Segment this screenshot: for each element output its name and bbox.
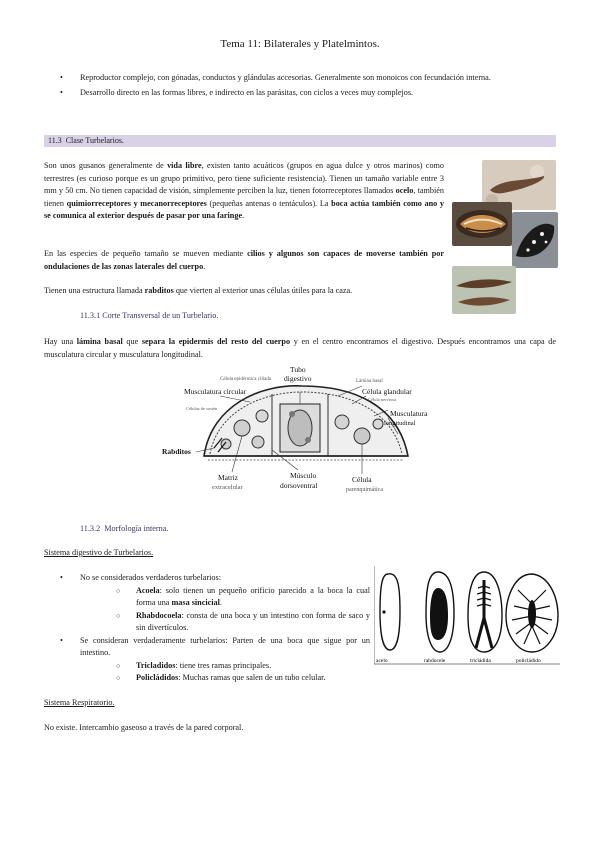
cross-section-diagram — [162, 364, 440, 496]
label-policladido: policládido — [516, 658, 541, 664]
label-tubo-digestivo-2: digestivo — [284, 374, 312, 383]
label-tricladida: tricládida — [470, 658, 491, 664]
digestive-list — [60, 572, 370, 685]
list-item-policladidos: ○ Policládidos: Muchas ramas que salen de un tubo celular. — [116, 673, 326, 682]
section-number: 11.3 — [48, 136, 62, 145]
label-musc-circular: Musculatura circular — [184, 387, 247, 396]
intro-bullet-list — [60, 72, 560, 101]
paragraph-rabditos: Tienen una estructura llamada rabditos que vierten al exterior unas células útiles para la caza. — [44, 286, 353, 295]
label-musculo-1: Músculo — [290, 471, 317, 480]
label-celula-glandular: Célula glandular — [362, 387, 412, 396]
label-musculo-2: dorsoventral — [280, 481, 318, 490]
label-lamina-basal: Lámina basal — [356, 379, 383, 384]
respiratory-text: No existe. Intercambio gaseoso a través de la pared corporal. — [44, 723, 244, 732]
label-musc-long-1: Musculatura — [390, 409, 428, 418]
label-celula-ciliada: Célula epidérmica ciliada — [220, 377, 272, 382]
digestive-forms-figure — [374, 566, 560, 668]
label-matriz-2: extracelular — [212, 484, 243, 491]
respiratory-system-heading: Sistema Respiratorio. — [44, 698, 115, 707]
list-item-tricladidos: ○ Tricladidos: tiene tres ramas principales. — [116, 660, 272, 670]
page-title: Tema 11: Bilaterales y Platelmintos. — [220, 38, 380, 50]
label-celula-par-2: parenquimática — [346, 487, 383, 493]
digestive-system-heading: Sistema digestivo de Turbelarios. — [44, 548, 154, 557]
paragraph-movement: En las especies de pequeño tamaño se mueven mediante cilios y algunos son capaces de moverse también por ondulaciones de las zonas laterales del cuerpo. — [44, 249, 444, 271]
flatworm-photo-brown — [452, 266, 516, 314]
label-celulas-sosten: Células de sostén — [186, 406, 218, 411]
paragraph-description: Son unos gusanos generalmente de vida libre, existen tanto acuáticos (grupos en agua dulce y otros marinos) como terrestres (es curioso porque es un grupo primitivo, pero tiene suficiente resistencia). Tienen un tamaño variable entre 3 mm y 50 cm. No tienen capacidad de visión, simplemente perciben la luz, tienen fotorreceptores llamados ocelo, también tienen quimiorreceptores y mecanorreceptores (pequeñas antenas o tentáculos). La boca actúa también como ano y se comunica al exterior después de pasar por una faringe. — [44, 161, 444, 221]
subsection-heading-internal-morphology: 11.3.2 Morfología interna. — [80, 524, 169, 533]
label-celula-nerviosa: Célula nerviosa — [368, 397, 397, 402]
label-acelo: acelo — [376, 658, 388, 664]
label-rabdocele: rabdocele — [424, 658, 446, 664]
list-item-rhabdocoela: ○ Rhabdocoela: consta de una boca y un intestino con forma de saco y sin divertículos. — [116, 610, 370, 632]
list-item: • Desarrollo directo en las formas libres, e indirecto en las parásitas, con ciclos a veces muy complejos. — [60, 87, 560, 100]
label-tubo-digestivo-1: Tubo — [290, 365, 306, 374]
list-item-acoela: ○ Acoela: solo tienen un pequeño orificio parecido a la boca la cual forma una masa sincicial. — [116, 585, 370, 607]
label-matriz-1: Matriz — [218, 473, 238, 482]
list-item: • Se consideran verdaderamente turbelarios: Parten de una boca que sigue por un intestino. — [60, 635, 370, 657]
label-celula-par-1: Célula — [352, 475, 372, 484]
list-item: • Reproductor complejo, con gónadas, conductos y glándulas accesorias. Generalmente son monoicos con fecundación interna. — [60, 72, 560, 85]
label-rabditos: Rabditos — [162, 447, 191, 456]
subsection-heading-cross-section: 11.3.1 Corte Transversal de un Turbelario. — [80, 311, 219, 320]
flatworm-photo-spotted — [512, 212, 558, 268]
list-item: • No se considerados verdaderos turbelarios: — [60, 573, 221, 582]
label-musc-long-2: longitudinal — [384, 420, 416, 427]
paragraph-basal-lamina: Hay una lámina basal que separa la epidermis del resto del cuerpo y en el centro encontramos el digestivo. Después encontramos una capa de musculatura circular y musculatura longitudinal. — [44, 337, 556, 359]
flatworm-photo-striped — [452, 202, 512, 246]
section-title: Clase Turbelarios. — [65, 136, 124, 145]
section-heading-bar — [44, 135, 556, 147]
